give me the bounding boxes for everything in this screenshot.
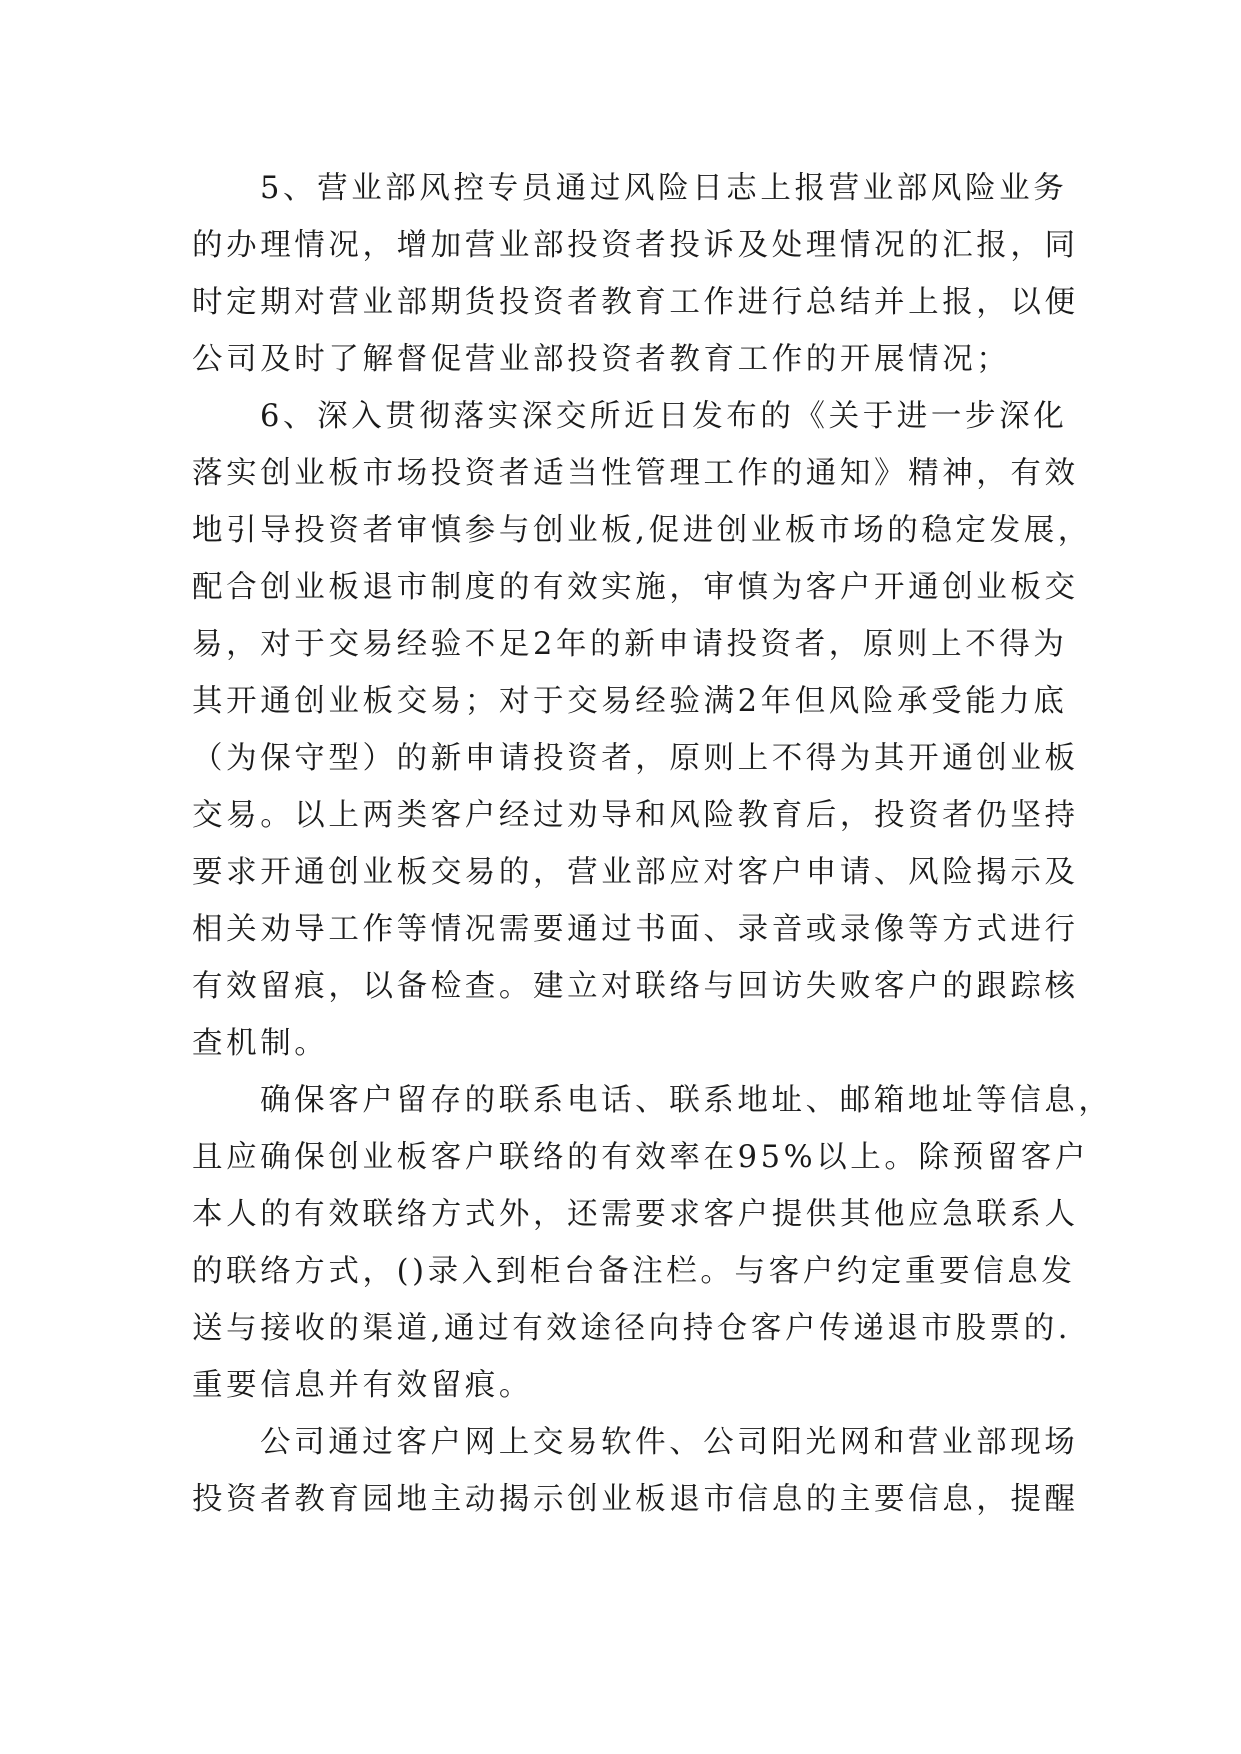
- text-line: 配合创业板退市制度的有效实施，审慎为客户开通创业板交: [192, 570, 1079, 605]
- paragraph-item-5: [192, 160, 1079, 388]
- text-line: 地引导投资者审慎参与创业板,促进创业板市场的稳定发展，: [192, 513, 1092, 548]
- text-line: 其开通创业板交易；对于交易经验满2年但风险承受能力底: [192, 684, 1068, 719]
- text-line: 查机制。: [192, 1026, 329, 1061]
- text-line: 公司通过客户网上交易软件、公司阳光网和营业部现场: [260, 1425, 1079, 1460]
- text-line: （为保守型）的新申请投资者，原则上不得为其开通创业板: [192, 741, 1079, 776]
- text-line: 的联络方式，()录入到柜台备注栏。与客户约定重要信息发: [192, 1254, 1076, 1289]
- text-line: 落实创业板市场投资者适当性管理工作的通知》精神，有效: [192, 456, 1079, 491]
- text-line: 确保客户留存的联系电话、联系地址、邮箱地址等信息，: [260, 1083, 1113, 1118]
- text-line: 相关劝导工作等情况需要通过书面、录音或录像等方式进行: [192, 912, 1079, 947]
- text-line: 要求开通创业板交易的，营业部应对客户申请、风险揭示及: [192, 855, 1079, 890]
- text-line: 有效留痕，以备检查。建立对联络与回访失败客户的跟踪核: [192, 969, 1079, 1004]
- text-line: 6、深入贯彻落实深交所近日发布的《关于进一步深化: [260, 399, 1068, 434]
- document-body: [192, 160, 1113, 1528]
- text-line: 易，对于交易经验不足2年的新申请投资者，原则上不得为: [192, 627, 1068, 662]
- text-line: 的办理情况，增加营业部投资者投诉及处理情况的汇报，同: [192, 228, 1079, 263]
- text-line: 重要信息并有效留痕。: [192, 1368, 533, 1403]
- text-line: 送与接收的渠道,通过有效途径向持仓客户传递退市股票的.: [192, 1311, 1072, 1346]
- text-line: 本人的有效联络方式外，还需要求客户提供其他应急联系人: [192, 1197, 1079, 1232]
- paragraph-disclosure: [192, 1414, 1079, 1528]
- text-line: 投资者教育园地主动揭示创业板退市信息的主要信息，提醒: [192, 1482, 1079, 1517]
- text-line: 且应确保创业板客户联络的有效率在95%以上。除预留客户: [192, 1140, 1089, 1175]
- paragraph-item-6: [192, 388, 1092, 1072]
- text-line: 时定期对营业部期货投资者教育工作进行总结并上报，以便: [192, 285, 1079, 320]
- text-line: 交易。以上两类客户经过劝导和风险教育后，投资者仍坚持: [192, 798, 1079, 833]
- text-line: 公司及时了解督促营业部投资者教育工作的开展情况；: [192, 342, 1011, 377]
- paragraph-contact-info: [192, 1072, 1113, 1414]
- text-line: 5、营业部风控专员通过风险日志上报营业部风险业务: [260, 171, 1068, 206]
